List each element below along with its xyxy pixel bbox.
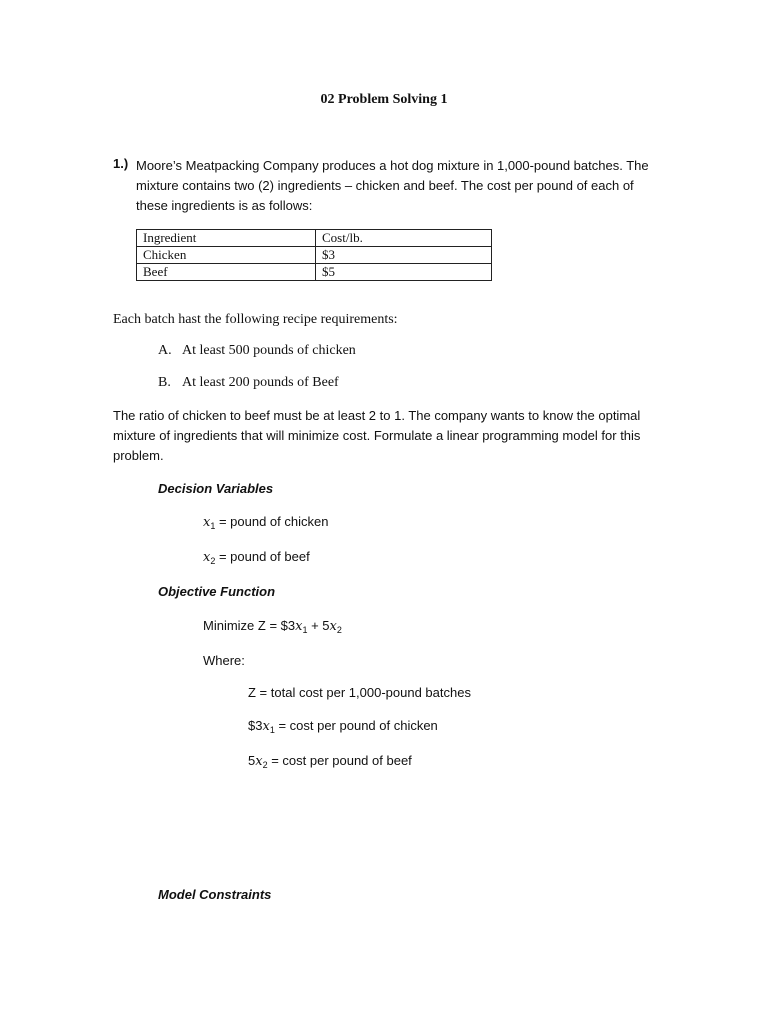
- table-header-row: [137, 230, 492, 247]
- problem-intro-line-3: these ingredients is as follows:: [136, 198, 313, 213]
- recipe-intro: Each batch hast the following recipe requirements:: [113, 312, 398, 327]
- table-cell-ingredient: Beef: [137, 264, 316, 281]
- requirement-a: [158, 343, 356, 359]
- table-header-ingredient: Ingredient: [137, 230, 316, 247]
- ratio-line-2: mixture of ingredients that will minimize cost. Formulate a linear programming model for this: [113, 428, 641, 443]
- requirement-label: B.: [158, 375, 171, 390]
- table-cell-cost: $3: [316, 247, 492, 264]
- table-header-cost: Cost/lb.: [316, 230, 492, 247]
- variable-subscript: 2: [210, 556, 216, 566]
- requirement-text: At least 200 pounds of Beef: [182, 375, 339, 390]
- variable-subscript: 1: [210, 521, 216, 531]
- decision-variable-x1: [203, 514, 328, 530]
- table-row: [137, 247, 492, 264]
- definition-text: = cost per pound of beef: [267, 753, 412, 768]
- problem-intro-line-2: mixture contains two (2) ingredients – chicken and beef. The cost per pound of each of: [136, 178, 634, 193]
- definition-text: = cost per pound of chicken: [274, 718, 438, 733]
- variable-definition: = pound of chicken: [215, 514, 329, 529]
- formula-prefix: Minimize Z = $3: [203, 618, 296, 633]
- decision-variable-x2: [203, 549, 310, 565]
- where-label: Where:: [203, 653, 245, 668]
- ratio-paragraph: [113, 406, 640, 466]
- table-cell-cost: $5: [316, 264, 492, 281]
- problem-intro: [136, 156, 649, 216]
- definition-prefix: $3: [248, 718, 263, 733]
- model-constraints-heading: Model Constraints: [158, 887, 272, 902]
- definition-prefix: 5: [248, 753, 256, 768]
- requirement-text: At least 500 pounds of chicken: [182, 343, 356, 358]
- beef-cost-definition: [248, 753, 412, 769]
- variable-symbol: x: [203, 515, 211, 530]
- formula-var-2: x: [329, 619, 337, 634]
- definition-var: x: [262, 719, 270, 734]
- document-title: 02 Problem Solving 1: [320, 92, 448, 107]
- ratio-line-1: The ratio of chicken to beef must be at least 2 to 1. The company wants to know the optimal: [113, 408, 641, 423]
- formula-sub-2: 2: [336, 625, 342, 635]
- formula-plus: + 5: [307, 618, 330, 633]
- table-row: [137, 264, 492, 281]
- decision-variables-heading: Decision Variables: [158, 481, 274, 496]
- variable-definition: = pound of beef: [215, 549, 310, 564]
- problem-number: 1.): [113, 156, 129, 171]
- objective-function-heading: Objective Function: [158, 584, 276, 599]
- z-definition: Z = total cost per 1,000-pound batches: [248, 685, 471, 700]
- ratio-line-3: problem.: [113, 448, 164, 463]
- variable-symbol: x: [203, 550, 211, 565]
- table-cell-ingredient: Chicken: [137, 247, 316, 264]
- requirement-label: A.: [158, 343, 172, 358]
- formula-var-1: x: [295, 619, 303, 634]
- ingredient-cost-table: [136, 229, 492, 281]
- requirement-b: [158, 375, 339, 391]
- definition-sub: 1: [269, 725, 275, 735]
- definition-var: x: [255, 754, 263, 769]
- chicken-cost-definition: [248, 718, 438, 734]
- formula-sub-1: 1: [302, 625, 308, 635]
- problem-intro-line-1: Moore’s Meatpacking Company produces a hot dog mixture in 1,000-pound batches. The: [136, 158, 649, 173]
- objective-formula: [203, 618, 342, 634]
- definition-sub: 2: [262, 760, 268, 770]
